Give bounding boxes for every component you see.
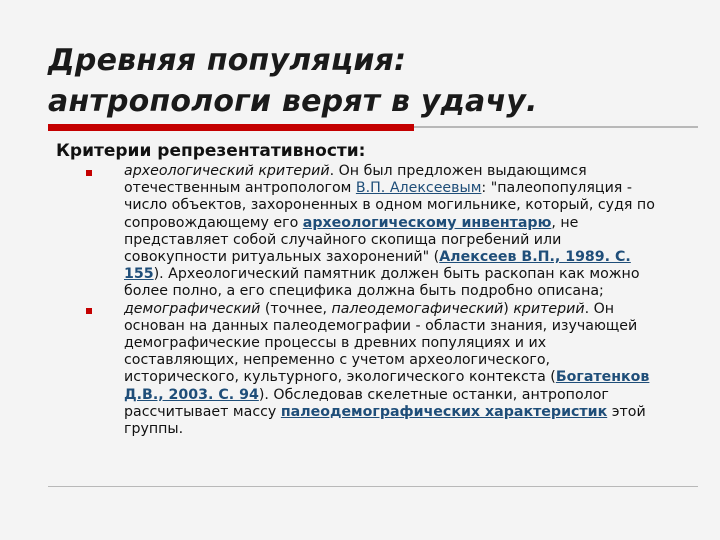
criteria-list (124, 163, 664, 438)
list-item (124, 163, 664, 301)
emphasis-text: археологический критерий (124, 163, 330, 179)
footer-divider-line (48, 486, 698, 487)
emphasis-text: демографический (124, 300, 261, 317)
citation-link[interactable]: В.П. Алексеевым (355, 180, 482, 197)
emphasis-text: критерий (513, 300, 585, 317)
citation-link[interactable]: палеодемографических характеристик (280, 403, 608, 420)
body-text: ). Обследовав скелетные останки, антрополог рассчитывает массу (124, 386, 609, 420)
title-accent-bar (48, 124, 414, 131)
body-text: ) (503, 300, 514, 317)
bullet-square-icon (86, 170, 92, 176)
section-subheading: Критерии репрезентативности: (56, 141, 366, 161)
body-text: . Он был предложен выдающимся отечественным антропологом (124, 163, 587, 197)
title-divider-line (414, 126, 698, 128)
bullet-square-icon (86, 308, 92, 314)
citation-link[interactable]: Алексеев В.П., 1989. С. 155 (124, 249, 631, 283)
citation-link[interactable]: археологическому инвентарю (302, 214, 552, 231)
list-item (124, 301, 664, 439)
body-text: (точнее, (260, 300, 332, 317)
body-text: , не представляет собой случайного скопища погребений или совокупности ритуальных захоронений" ( (124, 214, 579, 266)
citation-link[interactable]: Богатенков Д.В., 2003. С. 94 (124, 369, 650, 403)
list-item-text (124, 163, 655, 299)
body-text: : "палеопопуляция - число объектов, захороненных в одном могильнике, который, судя по сопровождающему его (124, 180, 655, 231)
body-text: этой группы. (124, 403, 646, 438)
body-text: ). Археологический памятник должен быть раскопан как можно более полно, а его специфика должна быть подробно описана; (124, 266, 640, 300)
emphasis-text: палеодемогафический (331, 300, 504, 317)
list-item-text (124, 301, 649, 437)
slide-title (48, 40, 708, 122)
slide-title-line-1: Древняя популяция: (48, 43, 407, 78)
slide-title-line-2: антропологи верят в удачу. (48, 84, 538, 119)
body-text: . Он основан на данных палеодемографии - области знания, изучающей демографические процессы в древних популяциях и их составляющих, непременно с учетом археологического, исторического, культурного, экологического контекста ( (124, 300, 638, 386)
